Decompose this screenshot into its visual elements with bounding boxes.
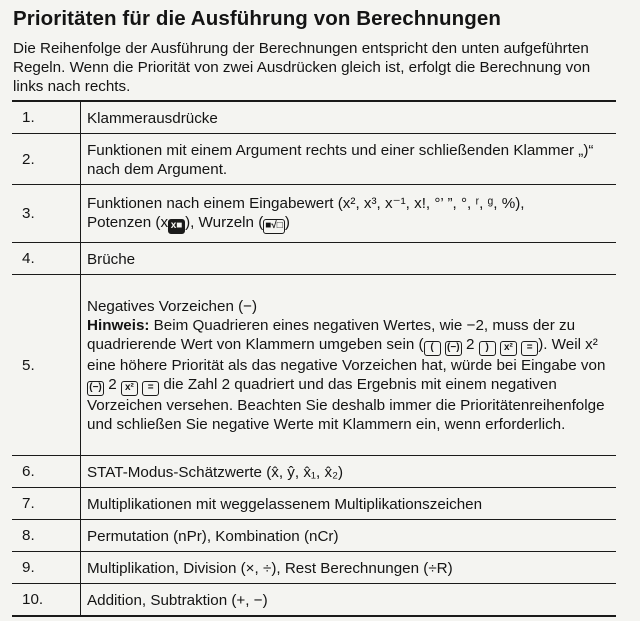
- hint-text: 2: [104, 376, 121, 393]
- table-row: [12, 552, 616, 584]
- document-page: [12, 6, 616, 617]
- row-number: 8.: [12, 520, 81, 552]
- table-row: [12, 488, 616, 520]
- hint-text: ). Weil x² eine höhere Priorität als das negative Vorzeichen hat, würde bei Eingabe von: [87, 336, 606, 374]
- row-number: 6.: [12, 456, 81, 488]
- hint-label: Hinweis:: [87, 317, 150, 334]
- row-number: 5.: [12, 275, 81, 456]
- row-text: [81, 275, 617, 456]
- row-number: 7.: [12, 488, 81, 520]
- root-key-icon: ■√□: [263, 219, 285, 234]
- negative-key-icon: (−): [87, 381, 104, 396]
- row-text: Funktionen mit einem Argument rechts und einer schließenden Klammer „)“ nach dem Argument.: [81, 134, 617, 185]
- row-text: Klammerausdrücke: [81, 101, 617, 134]
- power-key-icon: x■: [168, 219, 185, 234]
- row-number: 10.: [12, 584, 81, 617]
- row-number: 2.: [12, 134, 81, 185]
- row-text-part: ): [284, 214, 290, 231]
- hint-text: 2: [466, 336, 475, 353]
- page-title: Prioritäten für die Ausführung von Berechnungen: [13, 7, 501, 30]
- row-number: 1.: [12, 101, 81, 134]
- row-number: 9.: [12, 552, 81, 584]
- table-row: [12, 101, 616, 134]
- square-key-icon: x²: [121, 381, 138, 396]
- intro-paragraph: Die Reihenfolge der Ausführung der Berechnungen entspricht den unten aufgeführten Regeln. Wenn die Priorität von zwei Ausdrücken gleich ist, erfolgt die Berechnung von links nach rechts.: [13, 40, 591, 95]
- row-text: Multiplikationen mit weggelassenem Multiplikationszeichen: [81, 488, 617, 520]
- close-paren-key-icon: ): [479, 341, 496, 356]
- negative-key-icon: (−): [445, 341, 462, 356]
- table-row: [12, 185, 616, 243]
- table-row: [12, 456, 616, 488]
- table-row: [12, 243, 616, 275]
- row-number: 3.: [12, 185, 81, 243]
- table-row: [12, 134, 616, 185]
- table-row: [12, 584, 616, 617]
- square-key-icon: x²: [500, 341, 517, 356]
- row-heading: Negatives Vorzeichen (−): [87, 298, 258, 315]
- row-text: [81, 185, 617, 243]
- equals-key-icon: =: [521, 341, 538, 356]
- row-text: Addition, Subtraktion (+, −): [81, 584, 617, 617]
- row-text: STAT-Modus-Schätzwerte (x̂, ŷ, x̂₁, x̂₂): [81, 456, 617, 488]
- row-text-part: Potenzen (x: [87, 214, 169, 231]
- priority-table: [12, 100, 616, 617]
- table-row: [12, 520, 616, 552]
- row-text: Permutation (nPr), Kombination (nCr): [81, 520, 617, 552]
- row-text-part: Funktionen nach einem Eingabewert (x², x³, x⁻¹, x!, °’ ”, °, ʳ, ᵍ, %),: [87, 195, 525, 212]
- hint-text: die Zahl 2 quadriert und das Ergebnis mit einem negativen Vorzeichen versehen. Beachten Sie deshalb immer die Prioritätenreihenfolge und schließen Sie negative Werte mit Klammern ein, wenn erforderlich.: [87, 376, 605, 433]
- row-text: Multiplikation, Division (×, ÷), Rest Berechnungen (÷R): [81, 552, 617, 584]
- table-row: [12, 275, 616, 456]
- hint-text: Beim Quadrieren eines negativen Wertes, wie −2, muss der zu quadrierende Wert von Klammern umgeben sein (: [87, 317, 576, 353]
- open-paren-key-icon: (: [424, 341, 441, 356]
- row-number: 4.: [12, 243, 81, 275]
- equals-key-icon: =: [142, 381, 159, 396]
- row-text: Brüche: [81, 243, 617, 275]
- row-text-part: ), Wurzeln (: [185, 214, 264, 231]
